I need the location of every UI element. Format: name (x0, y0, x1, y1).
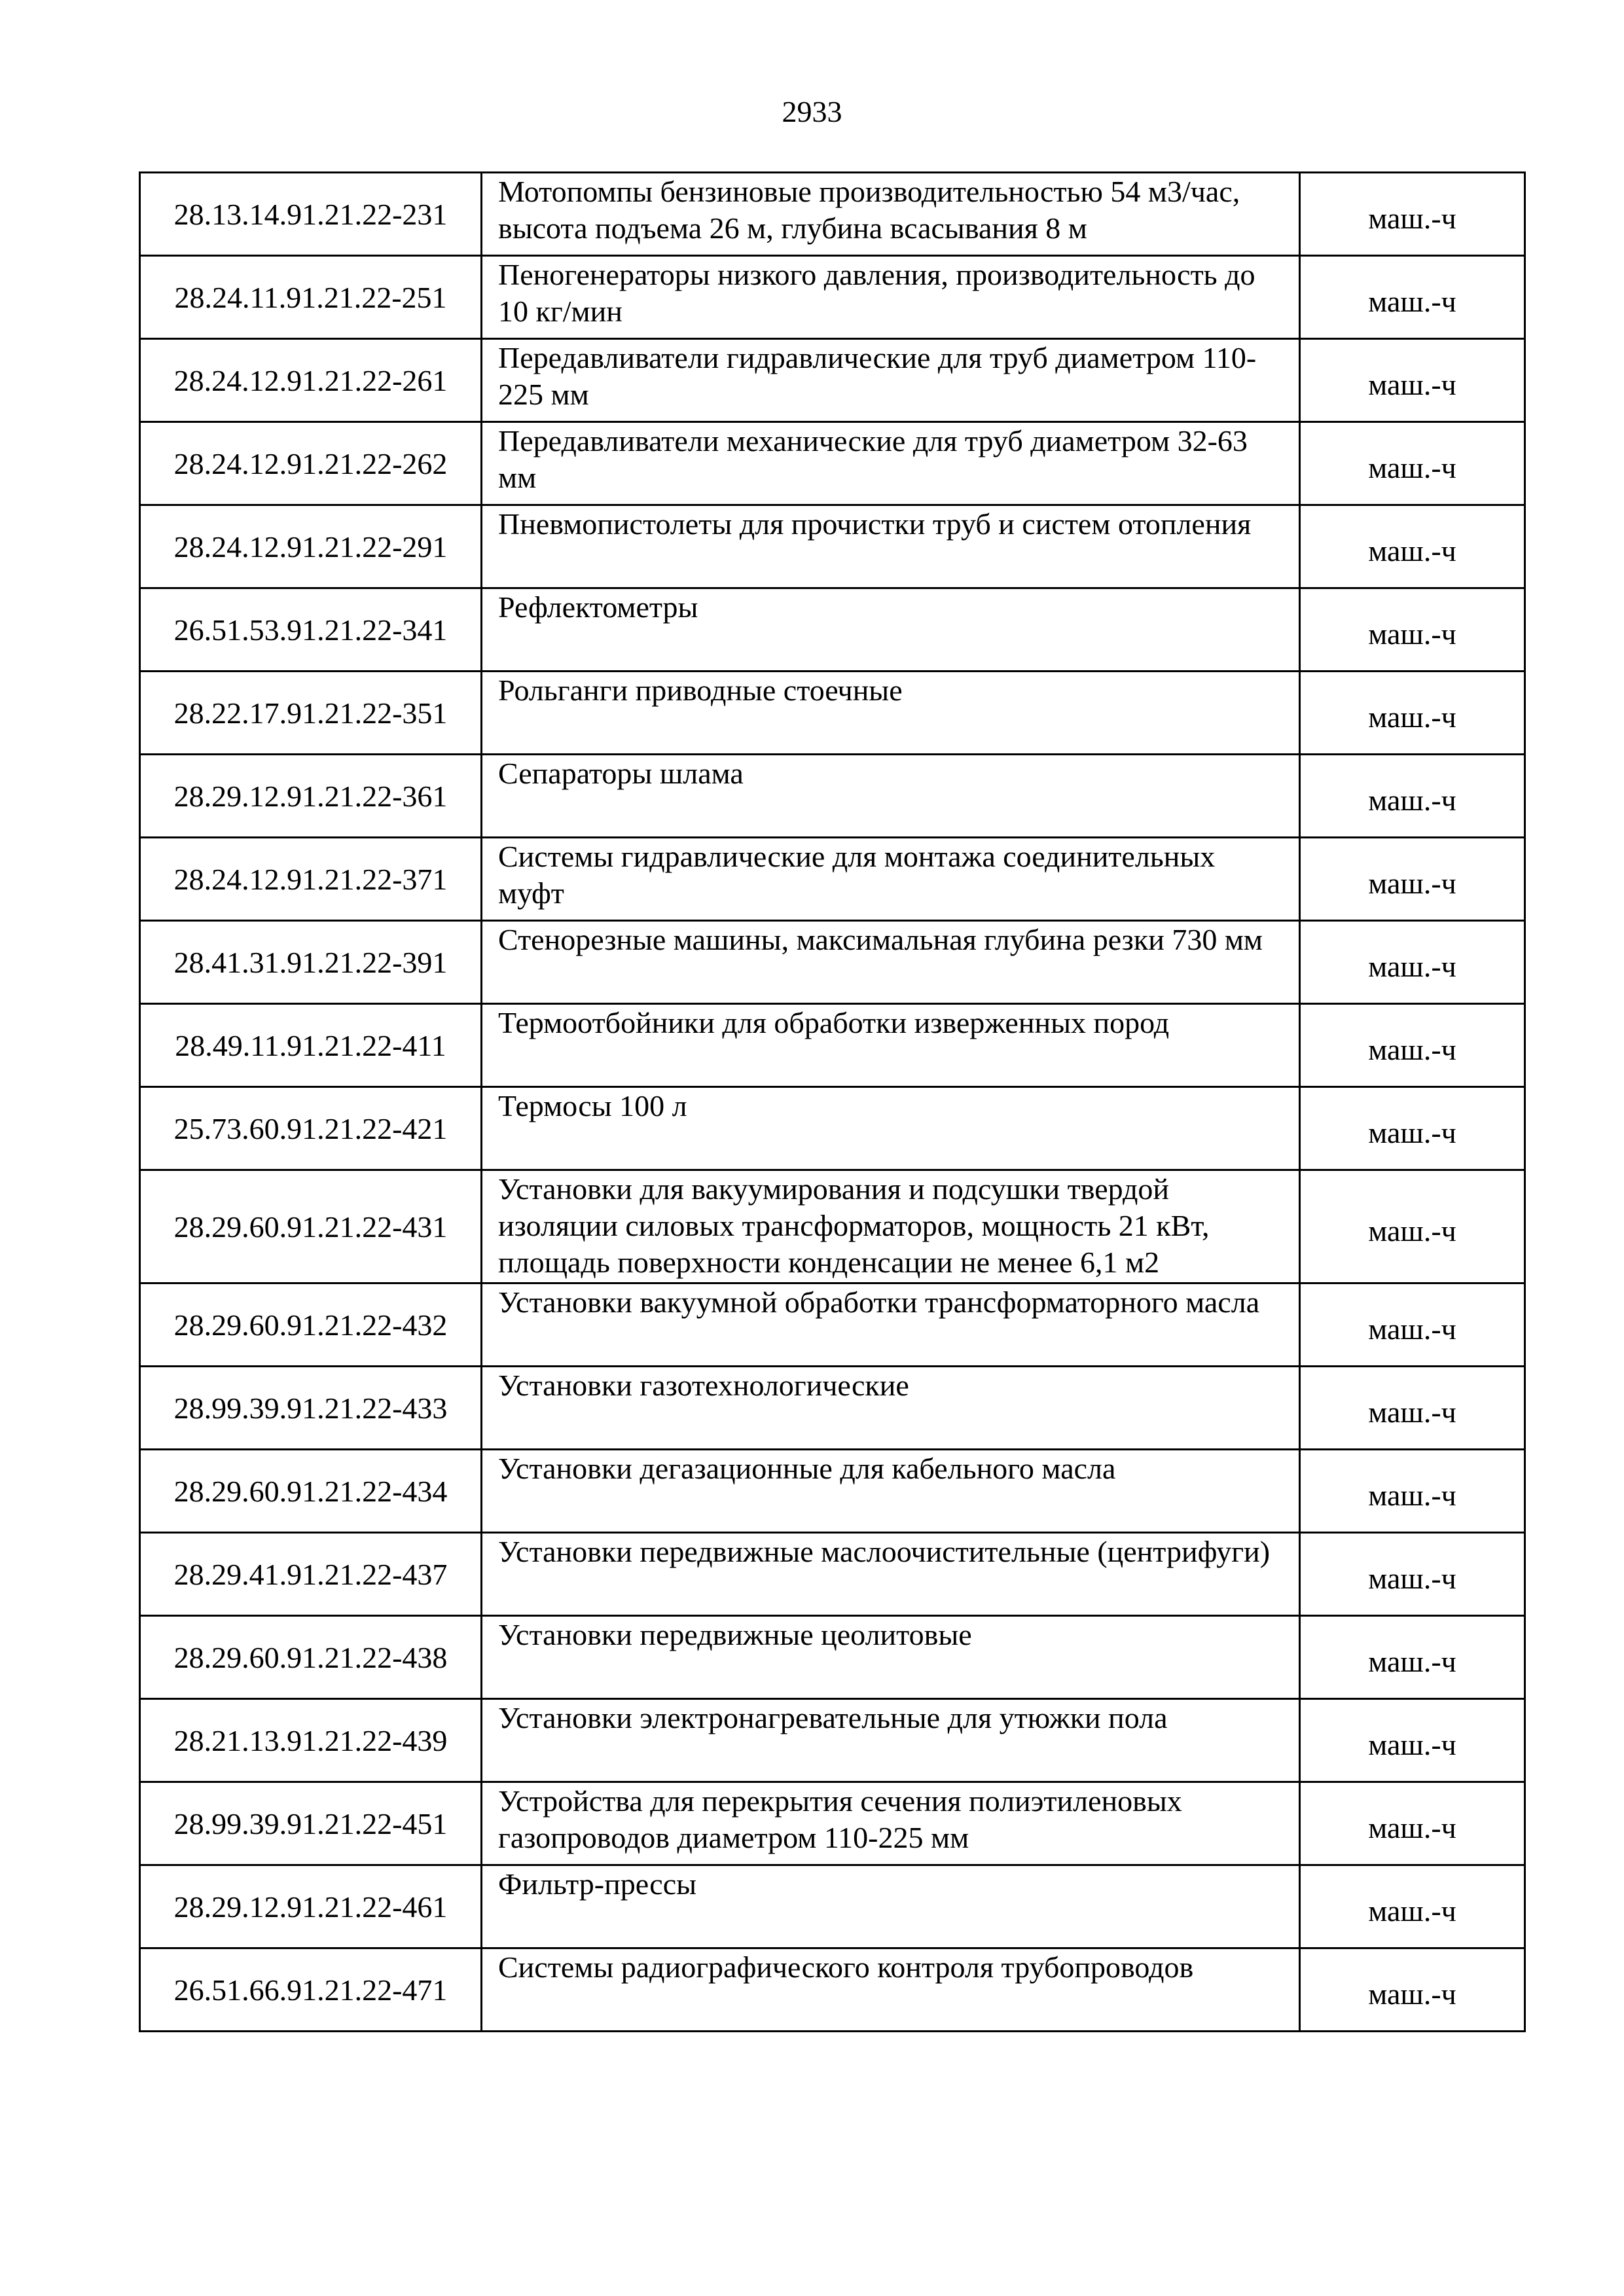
row-unit: маш.-ч (1300, 1450, 1525, 1533)
row-code: 28.29.60.91.21.22-432 (140, 1283, 482, 1367)
row-code: 28.24.12.91.21.22-261 (140, 339, 482, 422)
row-code: 28.24.12.91.21.22-262 (140, 422, 482, 505)
row-description: Пневмопистолеты для прочистки труб и систем отопления (482, 505, 1300, 588)
table-row (140, 1283, 1525, 1367)
table-row (140, 1087, 1525, 1170)
row-code: 28.24.12.91.21.22-291 (140, 505, 482, 588)
row-unit: маш.-ч (1300, 588, 1525, 672)
table-row (140, 256, 1525, 339)
row-code: 28.99.39.91.21.22-451 (140, 1782, 482, 1865)
table-row (140, 755, 1525, 838)
row-description: Установки передвижные маслоочистительные (центрифуги) (482, 1533, 1300, 1616)
row-description: Системы гидравлические для монтажа соединительных муфт (482, 838, 1300, 921)
row-description: Термоотбойники для обработки изверженных пород (482, 1004, 1300, 1087)
table-row (140, 838, 1525, 921)
row-code: 28.29.60.91.21.22-431 (140, 1170, 482, 1283)
machinery-table (139, 171, 1526, 2032)
row-description: Установки вакуумной обработки трансформаторного масла (482, 1283, 1300, 1367)
row-code: 28.22.17.91.21.22-351 (140, 672, 482, 755)
row-code: 26.51.53.91.21.22-341 (140, 588, 482, 672)
row-description: Рефлектометры (482, 588, 1300, 672)
table-row (140, 1782, 1525, 1865)
row-code: 28.99.39.91.21.22-433 (140, 1367, 482, 1450)
row-unit: маш.-ч (1300, 755, 1525, 838)
row-code: 28.49.11.91.21.22-411 (140, 1004, 482, 1087)
row-code: 28.29.12.91.21.22-361 (140, 755, 482, 838)
row-unit: маш.-ч (1300, 1865, 1525, 1948)
row-unit: маш.-ч (1300, 1087, 1525, 1170)
row-code: 25.73.60.91.21.22-421 (140, 1087, 482, 1170)
table-row (140, 1948, 1525, 2032)
row-description: Термосы 100 л (482, 1087, 1300, 1170)
row-unit: маш.-ч (1300, 1782, 1525, 1865)
row-unit: маш.-ч (1300, 1948, 1525, 2032)
row-description: Установки дегазационные для кабельного масла (482, 1450, 1300, 1533)
row-code: 28.29.41.91.21.22-437 (140, 1533, 482, 1616)
row-unit: маш.-ч (1300, 505, 1525, 588)
table-row (140, 1367, 1525, 1450)
row-description: Передавливатели гидравлические для труб диаметром 110-225 мм (482, 339, 1300, 422)
table-row (140, 339, 1525, 422)
row-description: Установки газотехнологические (482, 1367, 1300, 1450)
row-code: 28.21.13.91.21.22-439 (140, 1699, 482, 1782)
table-row (140, 422, 1525, 505)
table-row (140, 672, 1525, 755)
table-row (140, 1533, 1525, 1616)
row-unit: маш.-ч (1300, 1616, 1525, 1699)
row-code: 28.29.12.91.21.22-461 (140, 1865, 482, 1948)
row-unit: маш.-ч (1300, 1283, 1525, 1367)
table-row (140, 588, 1525, 672)
row-unit: маш.-ч (1300, 422, 1525, 505)
row-code: 26.51.66.91.21.22-471 (140, 1948, 482, 2032)
row-description: Рольганги приводные стоечные (482, 672, 1300, 755)
table-row (140, 1450, 1525, 1533)
page-number: 2933 (782, 95, 842, 128)
row-unit: маш.-ч (1300, 1367, 1525, 1450)
row-description: Мотопомпы бензиновые производительностью 54 м3/час, высота подъема 26 м, глубина всасывания 8 м (482, 173, 1300, 256)
row-description: Установки передвижные цеолитовые (482, 1616, 1300, 1699)
row-unit: маш.-ч (1300, 672, 1525, 755)
row-code: 28.41.31.91.21.22-391 (140, 921, 482, 1004)
table-row (140, 1004, 1525, 1087)
row-description: Сепараторы шлама (482, 755, 1300, 838)
row-unit: маш.-ч (1300, 339, 1525, 422)
row-code: 28.13.14.91.21.22-231 (140, 173, 482, 256)
row-description: Пеногенераторы низкого давления, производительность до 10 кг/мин (482, 256, 1300, 339)
row-description: Установки электронагревательные для утюжки пола (482, 1699, 1300, 1782)
row-unit: маш.-ч (1300, 256, 1525, 339)
row-unit: маш.-ч (1300, 1699, 1525, 1782)
row-unit: маш.-ч (1300, 921, 1525, 1004)
row-code: 28.24.12.91.21.22-371 (140, 838, 482, 921)
table-row (140, 1170, 1525, 1283)
row-description: Передавливатели механические для труб диаметром 32-63 мм (482, 422, 1300, 505)
row-description: Устройства для перекрытия сечения полиэтиленовых газопроводов диаметром 110-225 мм (482, 1782, 1300, 1865)
row-code: 28.24.11.91.21.22-251 (140, 256, 482, 339)
row-unit: маш.-ч (1300, 173, 1525, 256)
row-unit: маш.-ч (1300, 1004, 1525, 1087)
row-code: 28.29.60.91.21.22-438 (140, 1616, 482, 1699)
row-description: Системы радиографического контроля трубопроводов (482, 1948, 1300, 2032)
row-description: Установки для вакуумирования и подсушки твердой изоляции силовых трансформаторов, мощность 21 кВт, площадь поверхности конденсации не менее 6,1 м2 (482, 1170, 1300, 1283)
table-row (140, 1616, 1525, 1699)
row-description: Стенорезные машины, максимальная глубина резки 730 мм (482, 921, 1300, 1004)
row-code: 28.29.60.91.21.22-434 (140, 1450, 482, 1533)
row-unit: маш.-ч (1300, 838, 1525, 921)
row-unit: маш.-ч (1300, 1533, 1525, 1616)
table-row (140, 173, 1525, 256)
table-row (140, 1699, 1525, 1782)
row-description: Фильтр-прессы (482, 1865, 1300, 1948)
row-unit: маш.-ч (1300, 1170, 1525, 1283)
table-row (140, 1865, 1525, 1948)
table-row (140, 505, 1525, 588)
table-row (140, 921, 1525, 1004)
